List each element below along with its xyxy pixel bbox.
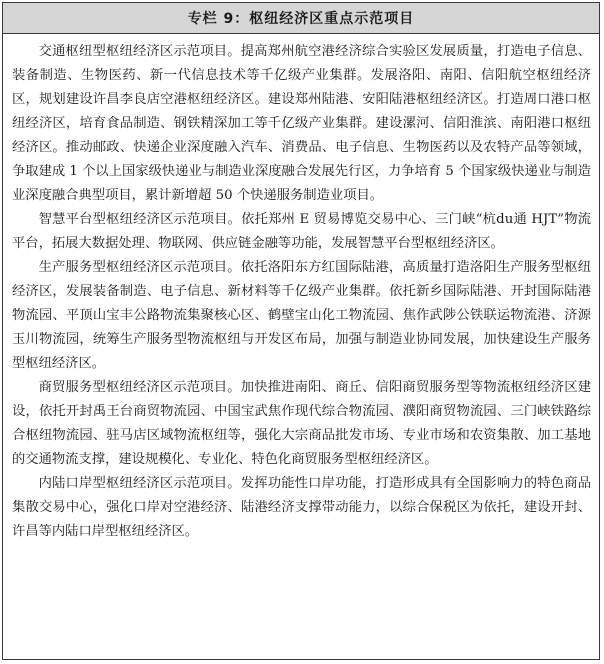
paragraph-smart-platform: 智慧平台型枢纽经济区示范项目。依托郑州 E 贸易博览交易中心、三门峡“杭du通 HJT”物流平台，拓展大数据处理、物联网、供应链金融等功能，发展智慧平台型枢纽经济区。 xyxy=(12,212,591,251)
paragraph-transport-hub: 交通枢纽型枢纽经济区示范项目。提高郑州航空港经济综合实验区发展质量，打造电子信息、装备制造、生物医药、新一代信息技术等千亿级产业集群。发展洛阳、南阳、信阳航空枢纽经济区，规划建设许昌李良店空港枢纽经济区。建设郑州陆港、安阳陆港枢纽经济区。打造周口港口枢纽经济区，培育食品制造、钢铁精深加工等千亿级产业集群。建设漯河、信阳淮滨、南阳港口枢纽经济区。推动邮政、快递企业深度融入汽车、消费品、电子信息、生物医药以及农特产品等领域，争取建成 1 个以上国家级快递业与制造业深度融合发展先行区，力争培育 5 个国家级快递业与制造业深度融合典型项目，累计新增超 50 个快递服务制造业项目。 xyxy=(12,44,591,203)
box-body xyxy=(3,34,599,544)
paragraph-trade-service: 商贸服务型枢纽经济区示范项目。加快推进南阳、商丘、信阳商贸服务型等物流枢纽经济区建设，依托开封禹王台商贸物流园、中国宝武焦作现代综合物流园、濮阳商贸物流园、三门峡铁路综合枢纽物流园、驻马店区域物流枢纽等，强化大宗商品批发市场、专业市场和农资集散、加工基地的交通物流支撑，建设规模化、专业化、特色化商贸服务型枢纽经济区。 xyxy=(12,380,591,467)
box-title: 专栏 9：枢纽经济区重点示范项目 xyxy=(3,3,599,34)
sidebar-box xyxy=(2,2,600,660)
paragraph-production-service: 生产服务型枢纽经济区示范项目。依托洛阳东方红国际陆港，高质量打造洛阳生产服务型枢纽经济区，发展装备制造、电子信息、新材料等千亿级产业集群。依托新乡国际陆港、开封国际陆港物流园、平顶山宝丰公路物流集聚核心区、鹤壁宝山化工物流园、焦作武陟公铁联运物流港、济源玉川物流园，统筹生产服务型物流枢纽与开发区布局，加强与制造业协同发展，加快建设生产服务型枢纽经济区。 xyxy=(12,260,591,371)
paragraph-inland-port: 内陆口岸型枢纽经济区示范项目。发挥功能性口岸功能，打造形成具有全国影响力的特色商品集散交易中心，强化口岸对空港经济、陆港经济支撑带动能力，以综合保税区为依托，建设开封、许昌等内陆口岸型枢纽经济区。 xyxy=(12,476,591,539)
